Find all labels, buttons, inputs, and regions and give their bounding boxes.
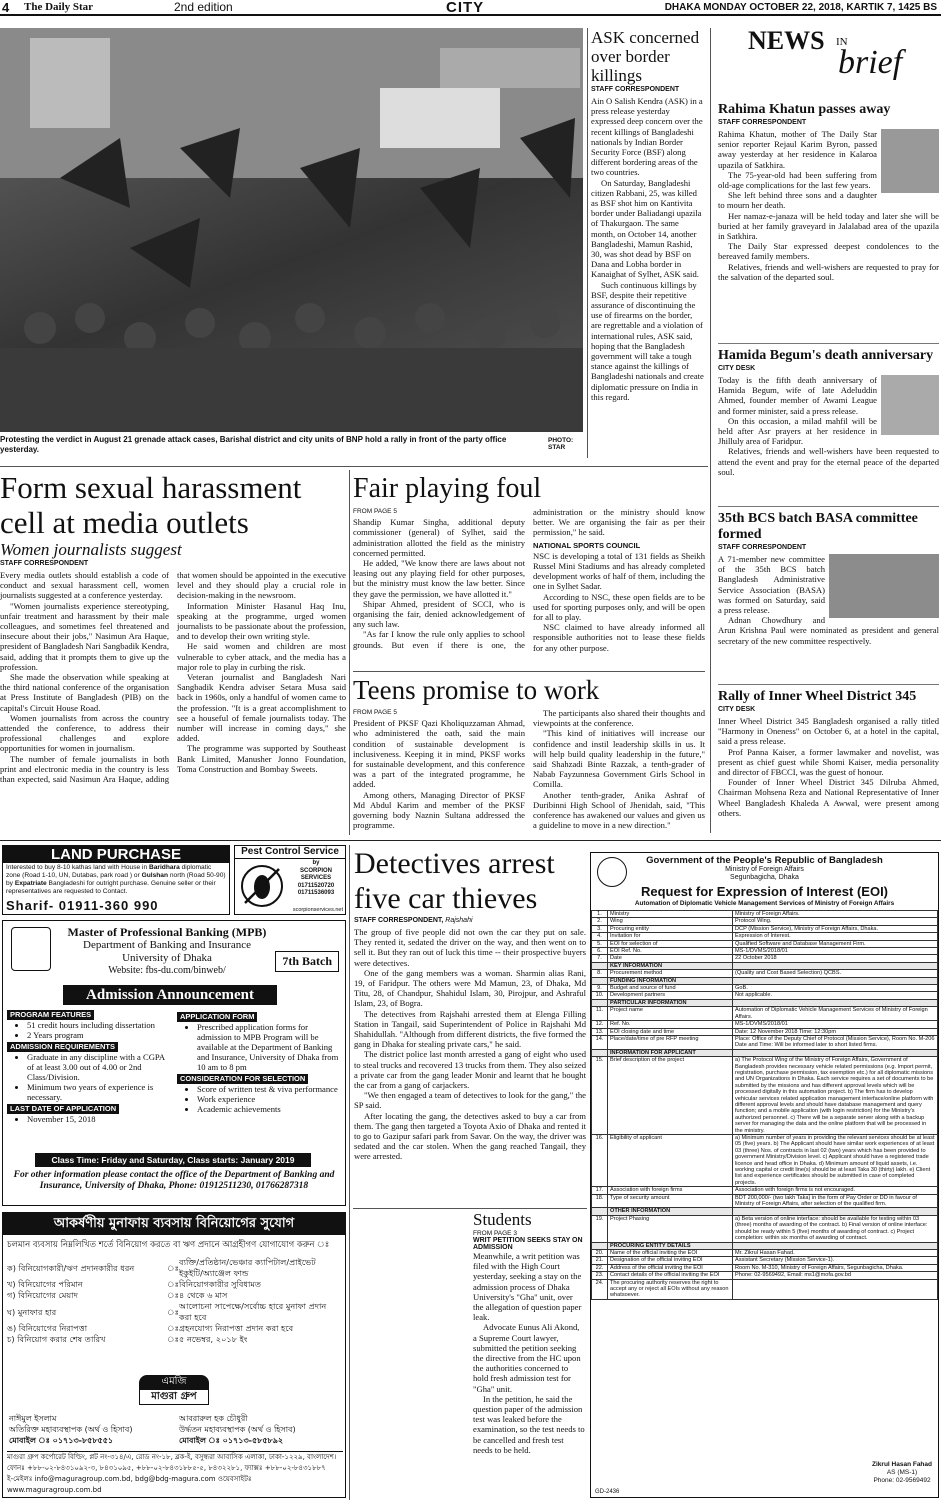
photo-credit: PHOTO: STAR — [548, 437, 574, 451]
eoi-row: 23. Contact details of the official inviting the EOI Phone: 02-9569492, Email: ms1@mofa.gov.bd — [592, 1272, 938, 1279]
byline: STAFF CORRESPONDENT — [0, 560, 89, 567]
ad-phone: Sharif- 01911-360 990 — [6, 898, 159, 913]
article-title: Fair playing foul — [353, 473, 542, 504]
magura-logo: এমজি মাগুরা গ্রুপ — [139, 1375, 209, 1405]
ad-land-purchase: LAND PURCHASE Interested to buy 8-10 kathas land with House in Baridhara diplomatic zone (Road 1-10, UN, Dutabas, park road ) or Gulshan north (Road 50-90) by Expatriate Bangladeshi for outright purchase. Genuine seller or their representatives are requested to Contact. Sharif- 01911-360 990 — [2, 845, 230, 915]
article-title: Form sexual harassment cell at media outlets — [0, 470, 302, 540]
eoi-row: 13. EOI closing date and time Date: 12 November 2018 Time: 12:30pm — [592, 1028, 938, 1035]
eoi-row: 14. Place/date/time of pre RFP meeting Place: Office of the Deputy Chief of Protocol (Mission Service), Room No. M-206 Date and Time: Will be informed later to short listed firms. — [592, 1035, 938, 1049]
brief-item-hamida: Hamida Begum's death anniversary CITY DESK Today is the fifth death anniversary of Hamida Begum, wife of late Adeluddin Ahmed, founder member of Awami League and former minister, said a press release. On this occasion, a milad mahfil will be held after Asr prayers at her residence in Jhilluly area of Faridpur. Relatives, friends and well-wishers have been requested to attend the event and pray for the eternal peace of the departed soul. — [718, 344, 939, 507]
portrait-photo — [829, 554, 939, 618]
divider — [349, 845, 350, 1500]
photo-caption: Protesting the verdict in August 21 grenade attack cases, Barishal district and city units of BNP hold a rally in front of the party office yesterday. — [0, 435, 507, 454]
paper-name: The Daily Star — [24, 1, 94, 13]
page-number: 4 — [2, 0, 10, 15]
masthead — [0, 0, 941, 16]
article-title: ASK concerned over border killings — [591, 28, 700, 85]
article-body: FROM PAGE 5 President of PKSF Qazi Kholiquzzaman Ahmad, who administered the oath, said the main condition of sustainable development is inclusiveness. Keeping it in mind, PKSF works for sustainable development, and this conference was a part of the integrated programme, he added. Among others, Managing Director of PKSF Md Abdul Karim and member of the PKSF governing body Naznin Sultana addressed the programme. The participants also shared their thoughts and viewpoints at the conference. "This kind of initiatives will increase our confidence and instil leadership skills in us. It will help build quality leadership in the future," said Shahzadi Binte Razzak, a tenth-grader of Nabab Fayzunnesa Government Girls School in Comilla. Another tenth-grader, Anika Ashraf of Duribinni High School of Jhenidah, said, "This conference has awakened our values and given us a guideline to move in a new direction." — [353, 708, 705, 831]
investment-terms-table: ক) বিনিয়োগকারী/ঋণ প্রদানকারীর ধরন ঃ ব্যক্তি/প্রতিষ্ঠান/ভেঞ্চার ক্যাপিটাল/প্রাইভেট ইকুইটি/অ্যাঞ্জেল ফান্ড খ) বিনিয়োগের পরিমান ঃ বিনিয়োগকারীর সুবিধামত গ) বিনিয়োগের মেয়াদ ঃ ৪ থেকে ৬ মাস ঘ) মুনাফার হার ঃ আলোচনা সাপেক্ষে/সর্বোচ্চ হারে মুনাফা প্রদান করা হবে ঙ) বিনিয়োগের নিরাপত্তা ঃ গ্রহনযোগ্য নিরাপত্তা প্রদান করা হবে চ) বিনিয়োগ করার শেষ তারিখ ঃ ৫ নভেম্বর, ২০১৮ ইং — [7, 1257, 327, 1344]
admission-banner: Admission Announcement — [63, 985, 277, 1005]
eoi-row: 17. Association with foreign firms Association with foreign firms is not encouraged. — [592, 1187, 938, 1194]
eoi-row: 12. Ref. No. MS-1/DVMS/2018/01 — [592, 1021, 938, 1028]
eoi-row: PROCURING ENTITY DETAILS — [592, 1242, 938, 1249]
article-body: Ain O Salish Kendra (ASK) in a press release yesterday expressed deep concern over the recent killings of Bangladeshi nationals by Indian Border Security Force (BSF) along different bordering areas of the two countries. On Saturday, Bangladeshi citizen Rabbani, 25, was killed as BSF shot him on Kantivita border under Baliadangi upazila of Thakurgaon. The same month, on October 14, another Bangladeshi, Mamun Rashid, 30, was shot dead by BSF on Dana and Lobha border in Kanaighat of Sylhet, ASK said. Such continuous killings by BSF, despite their repetitive assurance of discontinuing the use of firearms on the border, are regrettable and a violation of international rules, ASK said, hoping that the Bangladesh government will take a tough stance against the killings of Bangladeshi nationals and create diplomatic pressure on India in this regard. — [591, 96, 704, 402]
eoi-row: 10. Development partners Not applicable. — [592, 992, 938, 999]
eoi-row: 9. Budget and source of fund GoB. — [592, 985, 938, 992]
divider — [587, 28, 588, 458]
edition: 2nd edition — [174, 0, 233, 14]
article-body: The group of five people did not own the car they put on sale. They rented it, sedated the driver on the way, and then went on to sell it. But they ran out of luck this time -- their prospective buyers were detectives. One of the gang members was a woman. Sharmin alias Rani, 19, of Faridpur. The others were Md Mamun, 23, of Dhaka, Md Titu, 28, of Chandpur, Shahidul Islam, 30, Pirojpur, and Ashraful Islam, 23, of Bogra. The detectives from Rajshahi arrested them at Elenga Filling Station in Tangail, said Superintendent of Police in Rajshahi Md Shahidullah. "Although from different districts, the five formed the gang in Dhaka for stealing private cars," he said. The district police last month arrested a gang of eight who used to steal trucks and recovered 13 trucks from them. They also seized a private car from the gang leader Monir and learnt that he bought the car from a gang of carjackers. "We then engaged a team of detectives to look for the gang," the SP said. After locating the gang, the detectives asked to buy a car from them. The gang then targeted a Toyota Axio of Dhaka and rented it to go to Gazipur safari park from Savar. On the way, the driver was sedated and the car stolen. When the gang reached Tangail, they were arrested. — [354, 927, 586, 1162]
brief-item-basa: 35th BCS batch BASA committee formed STAFF CORRESPONDENT A 71-member new committee of the 35th BCS batch Bangladesh Administrative Service Association (BASA) was formed on Saturday, said a press release. Adnan Chowdhury and Arun Krishna Paul were nominated as president and general secretary of the new committee respectively. — [718, 507, 939, 685]
university-seal — [11, 927, 51, 971]
crowd-image — [0, 28, 583, 432]
eoi-row: 6. EOI Ref. No. MS-1/DVMS/2018/01 — [592, 948, 938, 955]
eoi-row: 21. Designation of the official inviting EOI Assistant Secretary (Mission Service-1). — [592, 1257, 938, 1264]
eoi-row: 3. Procuring entity DCP (Mission Service), Ministry of Foreign Affairs, Dhaka. — [592, 925, 938, 932]
eoi-row: 18. Type of security amount BDT 200,000/- (two lakh Taka) in the form of Pay Order or DD in favour of Ministry of Foreign Affairs, after selection of the qualified firm. — [592, 1194, 938, 1208]
portrait-photo — [881, 129, 939, 193]
section-name: CITY — [446, 0, 485, 16]
article-body: Every media outlets should establish a code of conduct and sexual harassment cell, women journalists suggested at a conference yesterday. "Women journalists experience stereotyping, unfair treatment and harassment by their male colleagues, and sometimes feel threatened and insecure about their jobs," Nasimun Ara Haque, president of Bangladesh Nari Sangbadik Kendra, said, adding that it prompts them to give up the profession. She made the observation while speaking at the third national conference of the organisation at Press Institute of Bangladesh (PIB) on the capital's Circuit House Road. Women journalists from across the country attended the conference, to address their professional challenges and explore opportunities for women in journalism. The number of female journalists in both print and electronic media in the country is less than expected, said Nasimun Ara Haque, adding that women should be appointed in the executive level and they should play a crucial role in decision-making in the newsroom. Information Minister Hasanul Haq Inu, speaking at the programme, urged women journalists to be passionate about the profession, and to develop their own writing style. He said women and children are most vulnerable to cyber attack, and the media has a major role to play in curbing the risk. Veteran journalist and Bangladesh Nari Sangbadik Kendra adviser Setara Musa said back in 1960s, only a handful of women came to the profession. "It is a great accomplishment to see a houseful of female journalists today. The number will increase in coming days," she added. The programme was supported by Southeast Bank Limited, Manusher Jonno Foundation, Toma Construction and Bombay Sweets. — [0, 570, 346, 785]
eoi-row: 5. EOI for selection of Qualified Software and Database Management Firm. — [592, 940, 938, 947]
eoi-row: 15. Brief description of the project a) The Protocol Wing of the Ministry of Foreign Affairs, Government of Bangladesh provides necessary vehicle related permissions (e.g. Import permit, registration, purchase permission, tax exemption etc.) for all diplomatic missions and UN Organizations in Dhaka. Each service requires a set of documents to be submitted by the missions and has different approval levels which will be processed digitally in this automation project. b) The firm has to develop vehicular services related application management interface/online platform with different approval levels and should have database management and query function; and a mobile application (with login restriction) for the Ministry's authorized personnel. c) There will be a separate server along with a backup server for managing the data and the online platform that will be processed in the ministry. — [592, 1057, 938, 1135]
eoi-row: OTHER INFORMATION — [592, 1208, 938, 1215]
article-body: Meanwhile, a writ petition was filed with the High Court yesterday, seeking a stay on the admission process of Dhaka University's "Gha" unit, over the allegation of question paper leak. Advocate Eunus Ali Akond, a Supreme Court lawyer, submitted the petition seeking the directive from the HC upon the authorities concerned to hold fresh admission test for "Gha" unit. In the petition, he said the question paper of the admission test was leaked before the examination, so the test needs to be cancelled and fresh test needs to be held. — [473, 1251, 585, 1455]
eoi-row: KEY INFORMATION — [592, 962, 938, 969]
byline: STAFF CORRESPONDENT, Rajshahi — [354, 917, 473, 924]
ad-mpb-admission: Master of Professional Banking (MPB) Department of Banking and Insurance University of Dhaka Website: fbs-du.com/binweb/ 7th Batch Admission Announcement PROGRAM FEATURES • 51 credit hours including dissertation • 2 Years program ADMISSION REQUIREMENTS • Graduate in any discipline with a CGPA of at least 3.00 out of 4.00 or 2nd Class/Division. • Minimum two years of experience is necessary. LAST DATE OF APPLICATION • November 15, 2018 APPLICATION FORM • Prescribed application forms for admission to MPB Program will be available at the Department of Banking and Insurance, University of Dhaka from 10 am to 8 pm CONSIDERATION FOR SELECTION • Score of written test & viva performance • Work experience • Academic achievements Class Time: Friday and Saturday, Class starts: January 2019 For other information please contact the office of the Department of Banking and Insurance, University of Dhaka, Phone: 01912511230, 01766287318 — [2, 920, 346, 1206]
article-fair-playing-foul — [353, 472, 705, 668]
class-time-banner: Class Time: Friday and Saturday, Class starts: January 2019 — [35, 1153, 311, 1167]
divider — [0, 466, 708, 467]
eoi-row: 4. Invitation for Expression of Interest. — [592, 933, 938, 940]
divider — [353, 671, 705, 672]
divider — [710, 28, 711, 833]
dateline: DHAKA MONDAY OCTOBER 22, 2018, KARTIK 7, 1425 BS — [664, 2, 937, 13]
eoi-row: INFORMATION FOR APPLICANT — [592, 1049, 938, 1056]
eoi-row: 19. Project Phasing a) Beta version of online interface: should be available for testing within 03 (three) months of awarding of the contract. b) Final version of online interface: should be ready within 5 (five) months of awarding of contract. c) Project completion: within six months of awarding of contract. — [592, 1215, 938, 1242]
article-students: Students FROM PAGE 3 WRIT PETITION SEEKS STAY ON ADMISSION Meanwhile, a writ petition was filed with the High Court yesterday, seeking a stay on the admission process of Dhaka University's "Gha" unit, over the allegation of question paper leak. Advocate Eunus Ali Akond, a Supreme Court lawyer, submitted the petition seeking the directive from the HC upon the authorities concerned to hold fresh admission test for "Gha" unit. In the petition, he said the question paper of the admission test was leaked before the examination, so the test needs to be cancelled and fresh test needs to be held. — [473, 1210, 585, 1455]
article-title: Teens promise to work — [353, 675, 600, 705]
eoi-row: 8. Procurement method (Quality and Cost Based Selection) QCBS. — [592, 970, 938, 977]
article-title: Detectives arrest five car thieves — [354, 847, 555, 915]
divider — [0, 840, 941, 841]
eoi-row: 1. Ministry Ministry of Foreign Affairs. — [592, 911, 938, 918]
eoi-row: PARTICULAR INFORMATION — [592, 999, 938, 1006]
eoi-row: 11. Project name Automation of Diplomatic Vehicle Management Services of Ministry of Foreign Affairs. — [592, 1007, 938, 1021]
eoi-row: 2. Wing Protocol Wing. — [592, 918, 938, 925]
batch-badge: 7th Batch — [275, 951, 339, 972]
article-border-killings — [591, 28, 704, 458]
rally-photo — [0, 28, 583, 432]
brief-logo: NEWS IN brief — [748, 26, 903, 81]
divider — [353, 1208, 587, 1209]
ad-pest-control: Pest Control Service by SCORPION SERVICES 01711520720 01711536093 scorpionservices.net — [234, 845, 346, 915]
ad-magura-group: আকর্ষণীয় মুনাফায় ব্যবসায় বিনিয়োগের সুযোগ চলমান ব্যবসায় নিম্নলিখিত শর্তে বিনিয়োগ করতে বা ঋণ প্রদানে আগ্রহীগণ যোগাযোগ করুন ঃ ক) বিনিয়োগকারী/ঋণ প্রদানকারীর ধরন ঃ ব্যক্তি/প্রতিষ্ঠান/ভেঞ্চার ক্যাপিটাল/প্রাইভেট ইকুইটি/অ্যাঞ্জেল ফান্ড খ) বিনিয়োগের পরিমান ঃ বিনিয়োগকারীর সুবিধামত গ) বিনিয়োগের মেয়াদ ঃ ৪ থেকে ৬ মাস ঘ) মুনাফার হার ঃ আলোচনা সাপেক্ষে/সর্বোচ্চ হারে মুনাফা প্রদান করা হবে ঙ) বিনিয়োগের নিরাপত্তা ঃ গ্রহনযোগ্য নিরাপত্তা প্রদান করা হবে চ) বিনিয়োগ করার শেষ তারিখ ঃ ৫ নভেম্বর, ২০১৮ ইং এমজি মাগুরা গ্রুপ নাঈমুল ইসলাম অতিরিক্ত মহাব্যবস্থাপক (অর্থ ও হিসাব) মোবাইল ঃ ০১৭১৩-৮৫৮৫৫১ আবরারুল হক চৌধুরী উর্দ্ধতন মহাব্যবস্থাপক (অর্থ ও হিসাব) মোবাইল ঃ ০১৭১৩-৫৮৫৮৯২ মাগুরা গ্রুপ কর্পোরেট বিল্ডিং, প্লট নং-৩১৪/এ, রোড নং-১৮, ব্লক-ই, বসুন্ধরা আবাসিক এলাকা, ঢাকা-১২২৯, বাংলাদেশ। ফোনঃ +৮৮-০২-৮৪৩১০৯২-৩, ৮৪৩১০৯৫, +৮৮-০২-৮৪৩১৮৮৫-৫, ৮৪৩২২৮১, ফ্যাক্সঃ +৮৮-০২-৮৪৩১৮৮৭ ই-মেইলঃ info@maguragroup.com.bd, bdg@bdg-magura.com ওয়েবসাইটঃ www.maguragroup.com.bd — [2, 1212, 346, 1498]
eoi-row: 24. The procuring authority reserves the right to accept any or reject all EOIs without any reason whatsoever. — [592, 1279, 938, 1299]
ad-eoi-tender: Government of the People's Republic of Bangladesh Ministry of Foreign Affairs Segunbagicha, Dhaka Request for Expression of Interest (EOI) Automation of Diplomatic Vehicle Management Services of Ministry of Foreign Affairs 1. Ministry Ministry of Foreign Affairs. 2. Wing Protocol Wing. 3. Procuring entity DCP (Mission Service), Ministry of Foreign Affairs, Dhaka. 4. Invitation for Expression of Interest. 5. EOI for selection of Qualified Software and Database Management Firm. 6. EOI Ref. No. MS-1/DVMS/2018/01 7. Date 22 October 2018 KEY INFORMATION 8. Procurement method (Quality and Cost Based Selection) QCBS. FUNDING INFORMATION 9. Budget and source of fund GoB. 10. Development partners Not applicable. PARTICULAR INFORMATION 11. Project name Automation of Diplomatic Vehicle Management Services of Ministry of Foreign Affairs. 12. Ref. No. MS-1/DVMS/2018/01 13. EOI closing date and time Date: 12 November 2018 Time: 12:30pm 14. Place/date/time of pre RFP meeting Place: Office of the Deputy Chief of Protocol (Mission Service), Room No. M-206 Date and Time: Will be informed later to short listed firms. INFORMATION FOR APPLICANT 15. Brief description of the project a) The Protocol Wing of the Ministry of Foreign Affairs, Government of Bangladesh provides necessary vehicle related permissions (e.g. Import permit, registration, purchase permission, tax exemption etc.) for all diplomatic missions and UN Organizations in Dhaka. Each service requires a set of documents to be submitted by the missions and has different approval levels which will be processed digitally in this automation project. b) The firm has to develop vehicular services related application management interface/online platform with different approval levels and should have database management and query function; and a mobile application (with login restriction) for the Ministry's authorized personnel. c) There will be a separate server along with a backup server for managing the data and the online platform that will be processed in the ministry. 16. Eligibility of applicant a) Minimum number of years in providing the relevant services should be at least 05 (five) years. b) The Applicant should have similar work experiences of at least 03 (three) Nos. of contracts in last 02 (two) years which has been provided to government Ministry/Division level. c) Applicant should have a registered trade licence and head office in Dhaka. d) Minimum amount of liquid assets, i.e. working capital or credit line(s) should be at least Taka 30 (thirty) lakh. e) Client list and experience certificates should be submitted in case of completed projects. 17. Association with foreign firms Association with foreign firms is not encouraged. 18. Type of security amount BDT 200,000/- (two lakh Taka) in the form of Pay Order or DD in favour of Ministry of Foreign Affairs, after selection of the qualified firm. OTHER INFORMATION 19. Project Phasing a) Beta version of online interface: should be available for testing within 03 (three) months of awarding of the contract. b) Final version of online interface: should be ready within 5 (five) months of awarding of contract. c) Project completion: within six months of awarding of contract. PROCURING ENTITY DETAILS 20. Name of the official inviting the EOI Mr. Zikrul Hasan Fahad. 21. Designation of the official inviting EOI Assistant Secretary (Mission Service-1). 22. Address of the official inviting the EOI Room No. M-310, Ministry of Foreign Affairs, Segunbagicha, Dhaka. 23. Contact details of the official inviting the EOI Phone: 02-9569492, Email: ms1@mofa.gov.bd 24. The procuring authority reserves the right to accept any or reject all EOIs without any reason whatsoever. Zikrul Hasan Fahad AS (MS-1) Phone: 02-9569492 GD-2436 — [590, 852, 939, 1498]
eoi-details-table — [591, 910, 938, 1300]
article-detectives — [354, 846, 586, 1204]
gov-seal — [597, 857, 627, 887]
article-harassment — [0, 470, 346, 826]
article-body: FROM PAGE 5 Shandip Kumar Singha, additional deputy commissioner (general) of Sylhet, said the administration allotted the field as the ministry concerned permitted. He added, "We know there are laws about not leasing out any playing field for other purposes, but the ministry must know the law better. Since they gave the permission, we have allotted it." Shipar Ahmed, president of SCCI, who is organising the fair, denied acknowledgement of any such law. "As far I know the rule only applies to school grounds. But even if there is one, the administration or the ministry should know better. We are organising the fair as per their permission," he said. NATIONAL SPORTS COUNCIL NSC is developing a total of 131 fields as Sheikh Russel Mini Stadiums and has already completed development works of half of them, including the one in Sylhet Sadar. According to NSC, these open fields are to be used for sporting purposes only, and will be open for all to play. NSC claimed to have already informed all responsible authorities not to lease these fields for any other purpose. — [353, 507, 705, 653]
brief-item-inner-wheel: Rally of Inner Wheel District 345 CITY DESK Inner Wheel District 345 Bangladesh organised a rally titled "Harmony in Oneness" on October 6, at a hotel in the capital, said a press release. Prof Panna Kaiser, a former lawmaker and novelist, was present as chief guest while Shomi Kaiser, media personality and director of FBCCI, was the guest of honour. Founder of Inner Wheel District 345 Dilruba Ahmed, Chairman Mohsena Reza and National Representative of Inner Wheel Bangladesh Khaleda A Awwal, were present among others. — [718, 689, 939, 818]
scorpion-icon — [239, 861, 285, 911]
eoi-row: 7. Date 22 October 2018 — [592, 955, 938, 962]
byline: STAFF CORRESPONDENT — [591, 86, 680, 93]
portrait-photo — [881, 375, 939, 435]
eoi-row: 16. Eligibility of applicant a) Minimum number of years in providing the relevant services should be at least 05 (five) years. b) The Applicant should have similar work experiences of at least 03 (three) Nos. of contracts in last 02 (two) years which has been provided to government Ministry/Division level. c) Applicant should have a registered trade licence and head office in Dhaka. d) Minimum amount of liquid assets, i.e. working capital or credit line(s) should be at least Taka 30 (thirty) lakh. e) Client list and experience certificates should be submitted in case of completed projects. — [592, 1135, 938, 1187]
news-in-brief — [718, 22, 939, 832]
divider — [349, 470, 350, 835]
eoi-row: FUNDING INFORMATION — [592, 977, 938, 984]
eoi-row: 22. Address of the official inviting the EOI Room No. M-310, Ministry of Foreign Affairs, Segunbagicha, Dhaka. — [592, 1264, 938, 1271]
article-teens — [353, 674, 705, 834]
eoi-row: 20. Name of the official inviting the EOI Mr. Zikrul Hasan Fahad. — [592, 1249, 938, 1256]
brief-item-rahima: Rahima Khatun passes away STAFF CORRESPONDENT Rahima Khatun, mother of The Daily Star senior reporter Rejaul Karim Byron, passed away yesterday at her residence in Kalaroa upazila of Satkhira. The 75-year-old had been suffering from old-age complications for the last few years. She left behind three sons and a daughter to mourn her death. Her namaz-e-janaza will be held today and later she will be buried at her family graveyard in Jalalabad area of the upazila in Satkhira. The Daily Star expressed deepest condolences to the bereaved family members. Relatives, friends and well-wishers are requested to pray for the salvation of the departed soul. — [718, 102, 939, 344]
article-subtitle: Women journalists suggest — [0, 540, 182, 559]
article-title: Students — [473, 1210, 532, 1229]
